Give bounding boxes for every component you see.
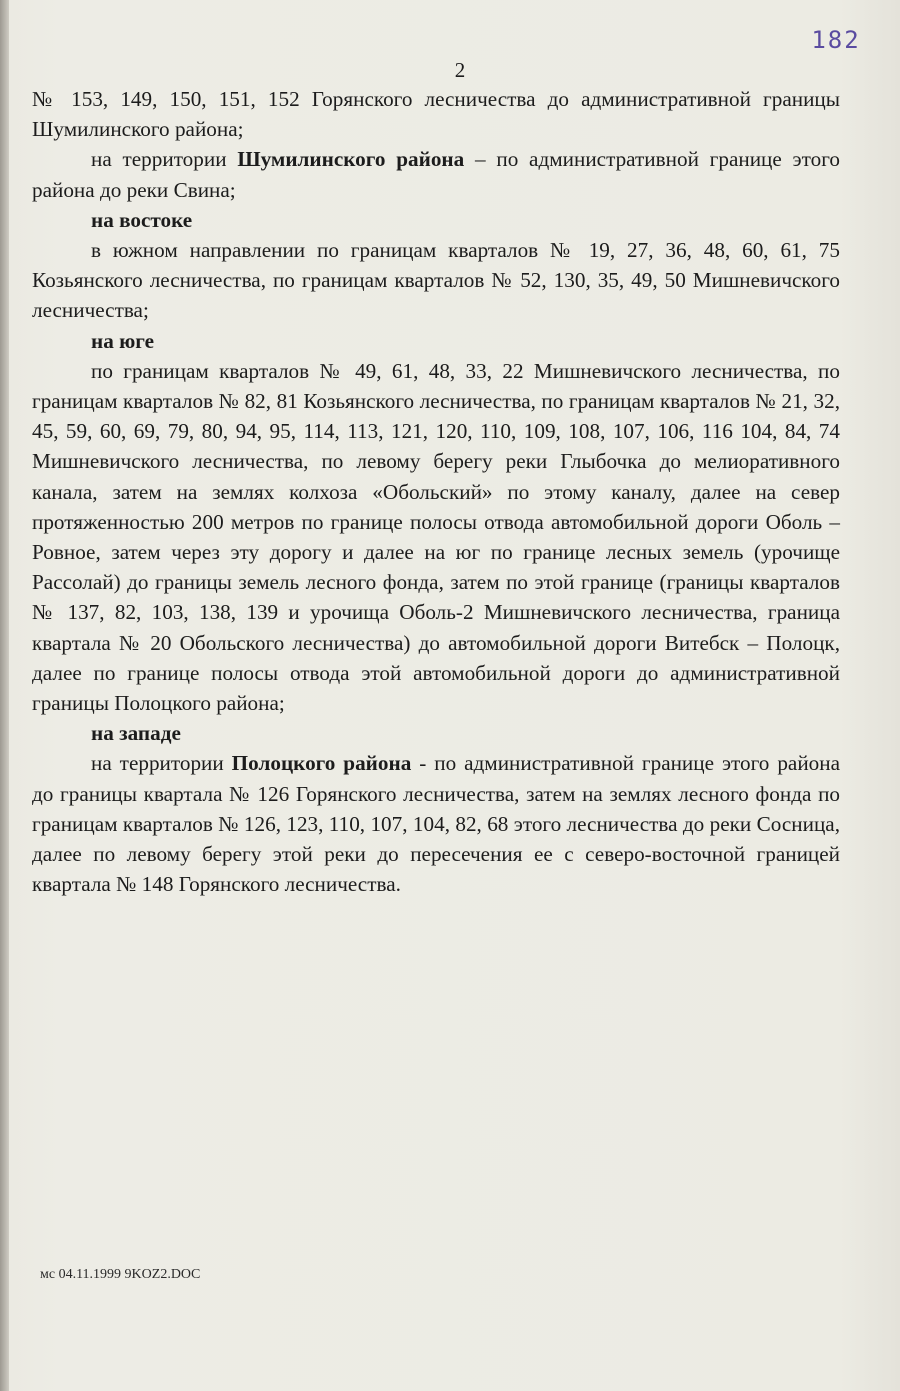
heading-west: на западе: [91, 721, 181, 746]
paragraph-shumilino-suffix: – по административной границе этого района до реки Свина;: [32, 147, 840, 202]
document-body: [32, 84, 840, 899]
page-number: 2: [454, 58, 466, 82]
paragraph-shumilino-prefix: на территории: [91, 147, 238, 172]
paragraph-continuation: № 153, 149, 150, 151, 152 Горянского лесничества до административной границы Шумилинского района;: [32, 87, 840, 142]
paragraph-west-prefix: на территории: [91, 751, 232, 776]
archive-sheet-stamp: 182: [811, 26, 861, 54]
paragraph-south: по границам кварталов № 49, 61, 48, 33, 22 Мишневичского лесничества, по границам кварталов № 82, 81 Козьянского лесничества, по границам кварталов № 21, 32, 45, 59, 60, 69, 79, 80, 94, 95, 114, 113, 121, 120, 110, 109, 108, 107, 106, 116 104, 84, 74 Мишневичского лесничества, по левому берегу реки Глыбочка до мелиоративного канала, затем на землях колхоза «Обольский» по этому каналу, далее на север протяженностью 200 метров по границе полосы отвода автомобильной дороги Оболь – Ровное, затем через эту дорогу и далее на юг по границе лесных земель (урочище Рассолай) до границы земель лесного фонда, затем по этой границе (границы кварталов № 137, 82, 103, 138, 139 и урочища Оболь-2 Мишневичского лесничества, граница квартала № 20 Обольского лесничества) до автомобильной дороги Витебск – Полоцк, далее по границе полосы отвода этой автомобильной дороги до административной границы Полоцкого района;: [32, 358, 840, 716]
paragraph-west: [32, 748, 840, 899]
paragraph-shumilino: [32, 144, 840, 204]
paragraph-east: в южном направлении по границам кварталов № 19, 27, 36, 48, 60, 61, 75 Козьянского лесничества, по границам кварталов № 52, 130, 35, 49, 50 Мишневичского лесничества;: [32, 238, 840, 323]
footer-file-info: мс 04.11.1999 9KOZ2.DOC: [40, 1267, 201, 1282]
paragraph-west-suffix: - по административной границе этого района до границы квартала № 126 Горянского лесничества, затем на землях лесного фонда по границам кварталов № 126, 123, 110, 107, 104, 82, 68 этого лесничества до реки Сосница, далее по левому берегу этой реки до пересечения ее с северо-восточной границей квартала № 148 Горянского лесничества.: [32, 751, 840, 897]
district-name-shumilino: Шумилинского района: [237, 147, 465, 172]
binding-edge: [0, 0, 9, 1391]
heading-east: на востоке: [91, 207, 193, 232]
heading-south: на юге: [91, 328, 155, 353]
district-name-polotsk: Полоцкого района: [231, 751, 412, 776]
